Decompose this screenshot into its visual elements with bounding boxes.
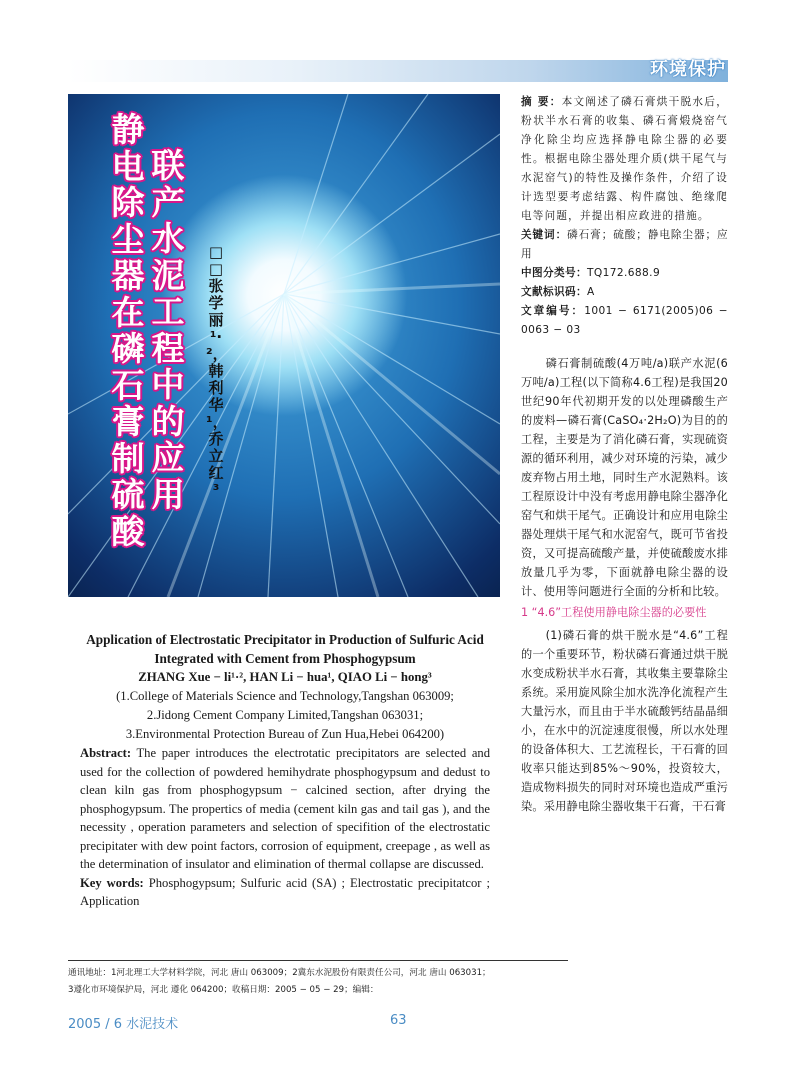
body-paragraph: 磷石膏制硫酸(4万吨/a)联产水泥(6万吨/a)工程(以下简称4.6工程)是我国20世纪90年代初期开发的以处理磷酸生产的废料—磷石膏(CaSO₄·2H₂O)为目的的工程，主要是为了消化磷石膏，实现硫资源的循环利用，减少对环境的污染，减少废弃物占用土地，同时生产水泥熟料。该工程原设计中没有考虑用静电除尘器净化窑气和烘干尾气。正确设计和应用电除尘器处理烘干尾气和水泥窑气，既可节省投资，又可提高硫酸产量，并使硫酸废水排放量几乎为零，下面就静电除尘器的设计、使用等问题进行全面的分析和比较。 — [521, 357, 728, 598]
header-band — [68, 60, 728, 82]
classification-label: 中图分类号： — [521, 267, 587, 279]
chinese-title-line-2: 联产水泥工程中的应用 — [151, 146, 185, 514]
chinese-keywords — [521, 226, 728, 264]
abstract-label: Abstract: — [80, 746, 132, 760]
document-code-label: 文献标识码： — [521, 286, 587, 298]
affiliation-line: 2.Jidong Cement Company Limited,Tangshan 063031; — [146, 708, 424, 722]
body-text — [521, 354, 728, 816]
right-column — [521, 93, 728, 816]
journal-footer: 2005 / 6 水泥技术 — [68, 1017, 179, 1032]
document-code — [521, 283, 728, 302]
chinese-keywords-label: 关键词： — [521, 229, 568, 241]
section-heading: 1 “4.6”工程使用静电除尘器的必要性 — [521, 606, 707, 619]
english-abstract — [80, 744, 490, 874]
article-number — [521, 302, 728, 340]
chinese-title-line-1: 静电除尘器在磷石膏制硫酸 — [111, 110, 145, 551]
chinese-abstract — [521, 93, 728, 226]
classification-value: TQ172.688.9 — [586, 267, 661, 279]
chinese-abstract-text: 本文阐述了磷石膏烘干脱水后，粉状半水石膏的收集、磷石膏煅烧窑气净化除尘均应选择静电除尘器的必要性。根据电除尘器处理介质(烘干尾气与水泥窑气)的特性及操作条件，介绍了设计选型要考虑结露、构件腐蚀、绝缘爬电等问题，并提出相应政进的措施。 — [521, 96, 728, 222]
english-abstract-block — [80, 630, 490, 911]
page-number: 63 — [390, 1013, 407, 1028]
affiliation-line: 3.Environmental Protection Bureau of Zun Hua,Hebei 064200) — [125, 727, 445, 741]
hero-image — [68, 94, 500, 597]
english-authors: ZHANG Xue − li¹·², HAN Li − hua¹, QIAO Li − hong³ — [138, 670, 432, 684]
footnote-divider — [68, 960, 568, 961]
footnote-line: 3遵化市环境保护局，河北 遵化 064200；收稿日期：2005 − 05 − 29；编辑： — [68, 985, 379, 995]
affiliation-line: (1.College of Materials Science and Technology,Tangshan 063009; — [116, 689, 454, 703]
chinese-authors: □□张学丽¹·²，韩利华¹，乔立红³ — [206, 243, 228, 499]
english-keywords — [80, 874, 490, 911]
document-code-value: A — [586, 286, 595, 298]
english-title: Application of Electrostatic Precipitator in Production of Sulfuric Acid Integrated with Cement from Phosphogypsum — [86, 632, 484, 666]
footnote-line: 通讯地址：1河北理工大学材料学院，河北 唐山 063009；2冀东水泥股份有限责任公司，河北 唐山 063031； — [68, 968, 491, 978]
article-number-value: 1001 − 6171(2005)06 − 0063 − 03 — [521, 305, 728, 336]
classification-number — [521, 264, 728, 283]
chinese-abstract-label: 摘 要： — [521, 96, 562, 108]
keywords-text: Phosphogypsum; Sulfuric acid (SA) ; Electrostatic precipitatcor ; Application — [80, 875, 490, 908]
body-paragraph: (1)磷石膏的烘干脱水是“4.6”工程的一个重要环节，粉状磷石膏通过烘干脱水变成粉状半水石膏，其收集主要靠除尘系统。采用旋风除尘加水洗净化流程产生大量污水，而且由于半水硫酸钙结晶晶细小，在水中的沉淀速度很慢，所以水处理的设备体积大、工艺流程长，干石膏的回收率只能达到85%～90%，投资较大，造成物料损失的同时对环境也造成严重污染。采用静电除尘器收集干石膏，干石膏 — [521, 629, 728, 813]
article-number-label: 文章编号： — [521, 305, 585, 317]
section-label: 环境保护 — [650, 59, 726, 80]
abstract-text: The paper introduces the electrotatic precipitators are selected and used for the collection of powdered hemihydrate phosphogypsum and dedust to clean kiln gas from phosphogypsum − calcined section, after drying the phosphogypsum. The propertics of media (cement kiln gas and tail gas ), and the necessity , operation parameters and selection of specifition of the electrostatic precipitater with dew point factors, corrosion of equipment, creepage , as well as the determination of insulator and elimination of thermal collapse are discussed. — [80, 746, 490, 871]
chinese-keywords-text: 磷石膏；硫酸；静电除尘器；应用 — [521, 229, 728, 260]
keywords-label: Key words: — [80, 875, 144, 890]
footnote — [68, 965, 728, 999]
